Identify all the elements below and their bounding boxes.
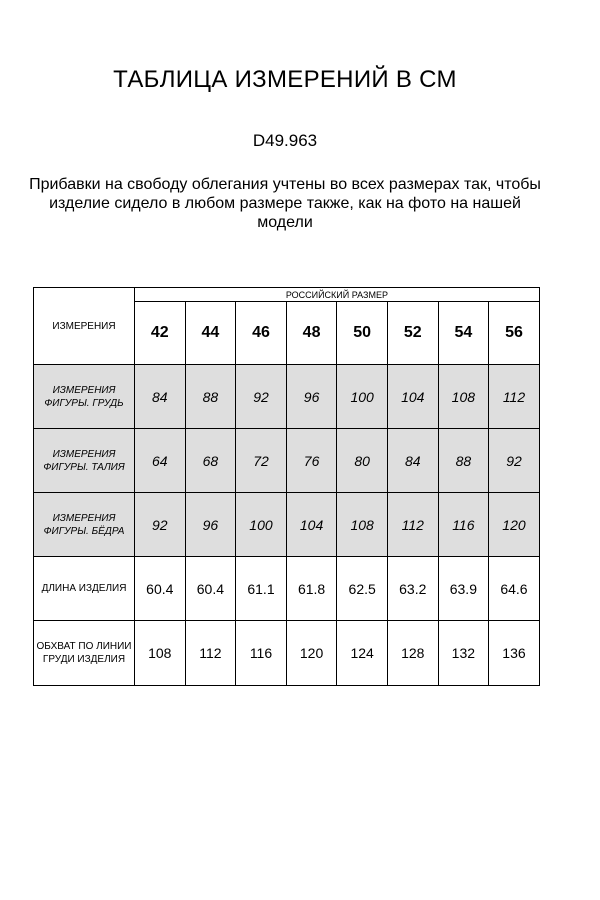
value-cell: 104 [286,493,337,557]
value-cell: 100 [337,365,388,429]
product-code: D49.963 [252,131,318,150]
value-cell: 112 [185,621,236,686]
size-52: 52 [387,302,438,365]
row-label: ДЛИНА ИЗДЕЛИЯ [34,557,135,621]
value-cell: 108 [337,493,388,557]
measurement-row [34,429,540,493]
row-label: ИЗМЕРЕНИЯ ФИГУРЫ. БЁДРА [34,493,135,557]
measurement-row [34,621,540,686]
value-cell: 60.4 [185,557,236,621]
value-cell: 61.1 [236,557,287,621]
value-cell: 92 [489,429,540,493]
value-cell: 64 [135,429,186,493]
value-cell: 72 [236,429,287,493]
fit-note: Прибавки на свободу облегания учтены во всех размерах так, чтобы изделие сидело в любом размере также, как на фото на нашей модели [29,176,541,231]
measurements-header: ИЗМЕРЕНИЯ [34,288,135,365]
row-label: ОБХВАТ ПО ЛИНИИ ГРУДИ ИЗДЕЛИЯ [34,621,135,686]
value-cell: 64.6 [489,557,540,621]
value-cell: 96 [286,365,337,429]
value-cell: 124 [337,621,388,686]
row-label: ИЗМЕРЕНИЯ ФИГУРЫ. ТАЛИЯ [34,429,135,493]
value-cell: 92 [236,365,287,429]
value-cell: 116 [236,621,287,686]
value-cell: 60.4 [135,557,186,621]
value-cell: 104 [387,365,438,429]
value-cell: 128 [387,621,438,686]
size-44: 44 [185,302,236,365]
measurement-row [34,365,540,429]
value-cell: 92 [135,493,186,557]
value-cell: 96 [185,493,236,557]
value-cell: 62.5 [337,557,388,621]
value-cell: 108 [438,365,489,429]
value-cell: 76 [286,429,337,493]
value-cell: 68 [185,429,236,493]
value-cell: 63.2 [387,557,438,621]
size-46: 46 [236,302,287,365]
measurement-row [34,493,540,557]
russian-size-header: РОССИЙСКИЙ РАЗМЕР [135,288,540,302]
measurement-row [34,557,540,621]
value-cell: 112 [489,365,540,429]
value-cell: 120 [286,621,337,686]
value-cell: 100 [236,493,287,557]
page-title: ТАБЛИЦА ИЗМЕРЕНИЙ В СМ [113,66,457,93]
size-54: 54 [438,302,489,365]
value-cell: 80 [337,429,388,493]
value-cell: 120 [489,493,540,557]
size-table [33,287,540,686]
size-42: 42 [135,302,186,365]
value-cell: 63.9 [438,557,489,621]
value-cell: 84 [387,429,438,493]
value-cell: 61.8 [286,557,337,621]
value-cell: 88 [438,429,489,493]
size-48: 48 [286,302,337,365]
value-cell: 108 [135,621,186,686]
value-cell: 112 [387,493,438,557]
value-cell: 132 [438,621,489,686]
row-label: ИЗМЕРЕНИЯ ФИГУРЫ. ГРУДЬ [34,365,135,429]
size-50: 50 [337,302,388,365]
value-cell: 136 [489,621,540,686]
size-56: 56 [489,302,540,365]
value-cell: 116 [438,493,489,557]
value-cell: 88 [185,365,236,429]
value-cell: 84 [135,365,186,429]
